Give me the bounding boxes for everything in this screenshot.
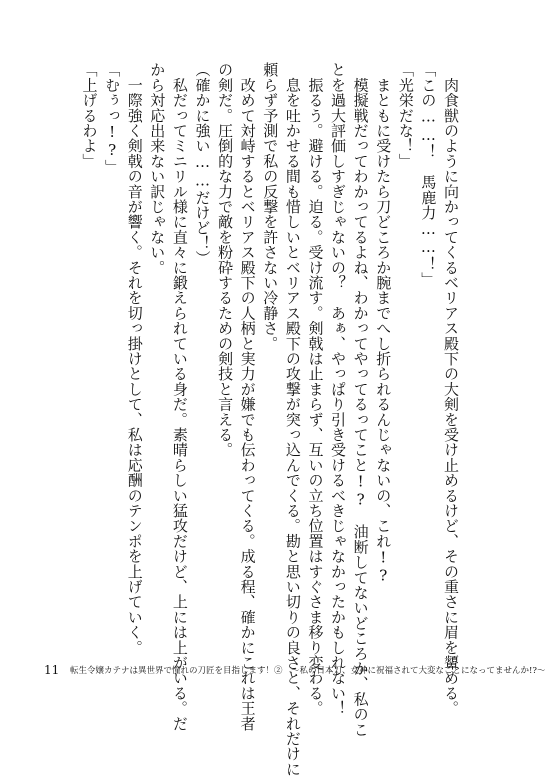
- text-line: の剣だ。圧倒的な力で敵を粉砕するための剣技と言える。: [216, 62, 235, 458]
- text-line: 肉食獣のように向かってくるベリアス殿下の大剣を受け止めるけど、その重さに眉を顰める。: [442, 62, 460, 716]
- page-number: 11: [44, 663, 60, 677]
- text-line: 「むぅっ!?」: [103, 62, 122, 175]
- book-title: 転生令嬢カテナは異世界で憧れの刀匠を目指します！② ～私の日本刀、女神に祝福されて大変なことになってませんか!?～: [70, 666, 545, 676]
- text-line: 改めて対峙するとベリアス殿下の人柄と実力が嫌でも伝わってくる。成る程、確かにこれは王者: [238, 62, 257, 731]
- text-line: 「光栄だな！」: [396, 62, 415, 169]
- page-footer: [44, 660, 545, 680]
- text-line: 「上げるわよ」: [80, 62, 99, 169]
- text-line: とを過大評価しすぎじゃないの？ あぁ、やっぱり引き受けるべきじゃなかったかもしれない！: [329, 62, 348, 716]
- text-line: 一際強く剣戟の音が響く。それを切っ掛けとして、私は応酬のテンポを上げていく。: [125, 62, 144, 655]
- text-line: 息を吐かせる間も惜しいとベリアス殿下の攻撃が突っ込んでくる。勘と思い切りの良さと、それだけに: [283, 62, 302, 776]
- text-line: 私だってミニリル様に直々に鍛えられている身だ。素晴らしい猛攻だけど、上には上がいる。だ: [170, 62, 189, 731]
- text-line: 模擬戦だってわかってるよね、わかってやってるってこと!? 油断してないどころか、私のこ: [351, 62, 370, 737]
- text-line: 振るう。避ける。迫る。受け流す。剣戟は止まらず、互いの立ち位置はすぐさま移り変わる。: [306, 62, 325, 716]
- text-line: （確かに強い……だけど！）: [193, 62, 212, 266]
- text-line: まともに受けたら刀どころか腕までへし折られるんじゃないの、これ!?: [374, 62, 393, 585]
- text-line: 「この……！ 馬鹿力……！」: [419, 62, 438, 287]
- text-line: 頼らず予測で私の反撃を許さない冷静さ。: [261, 62, 280, 351]
- text-line: から対応出来ない訳じゃない。: [148, 62, 167, 275]
